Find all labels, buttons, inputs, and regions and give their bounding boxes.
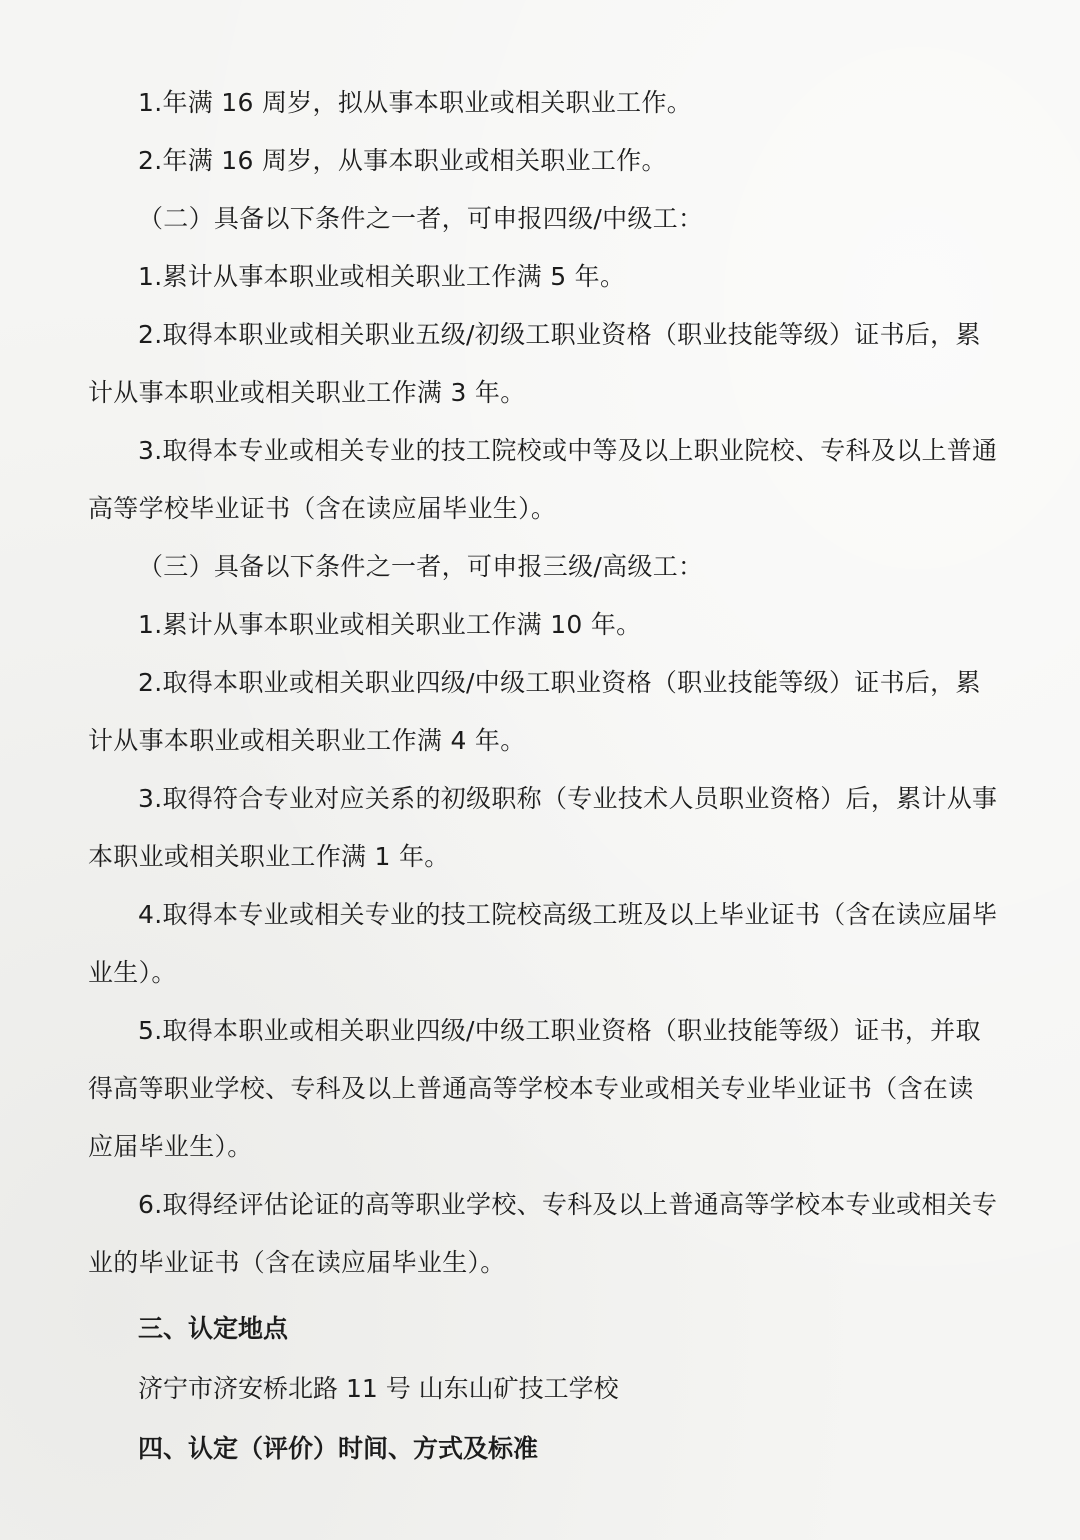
paragraph-4: 2.取得本职业或相关职业五级/初级工职业资格（职业技能等级）证书后，累计从事本职业或相关职业工作满 3 年。 — [88, 320, 981, 407]
paragraph-5: 3.取得本专业或相关专业的技工院校或中等及以上职业院校、专科及以上普通高等学校毕业证书（含在读应届毕业生）。 — [88, 436, 998, 523]
paragraph-2: 2.年满 16 周岁，从事本职业或相关职业工作。 — [138, 146, 667, 175]
paragraph-9: 4.取得本专业或相关专业的技工院校高级工班及以上毕业证书（含在读应届毕业生）。 — [88, 900, 998, 987]
paragraph-7: 2.取得本职业或相关职业四级/中级工职业资格（职业技能等级）证书后，累计从事本职业或相关职业工作满 4 年。 — [88, 668, 981, 755]
paragraph-11: 6.取得经评估论证的高等职业学校、专科及以上普通高等学校本专业或相关专业的毕业证书（含在读应届毕业生）。 — [88, 1190, 998, 1277]
paragraph-10: 5.取得本职业或相关职业四级/中级工职业资格（职业技能等级）证书，并取得高等职业学校、专科及以上普通高等学校本专业或相关专业毕业证书（含在读应届毕业生）。 — [88, 1016, 981, 1161]
paragraph-6: 1.累计从事本职业或相关职业工作满 10 年。 — [138, 610, 642, 639]
section-heading-location: 三、认定地点 — [138, 1314, 289, 1343]
paragraph-1: 1.年满 16 周岁，拟从事本职业或相关职业工作。 — [138, 88, 693, 117]
section-heading-time-method: 四、认定（评价）时间、方式及标准 — [138, 1434, 539, 1463]
subsection-heading-3: （三）具备以下条件之一者，可申报三级/高级工： — [138, 552, 704, 581]
location-address: 济宁市济安桥北路 11 号 山东山矿技工学校 — [138, 1374, 619, 1403]
subsection-heading-2: （二）具备以下条件之一者，可申报四级/中级工： — [138, 204, 704, 233]
paragraph-8: 3.取得符合专业对应关系的初级职称（专业技术人员职业资格）后，累计从事本职业或相关职业工作满 1 年。 — [88, 784, 998, 871]
paragraph-3: 1.累计从事本职业或相关职业工作满 5 年。 — [138, 262, 626, 291]
